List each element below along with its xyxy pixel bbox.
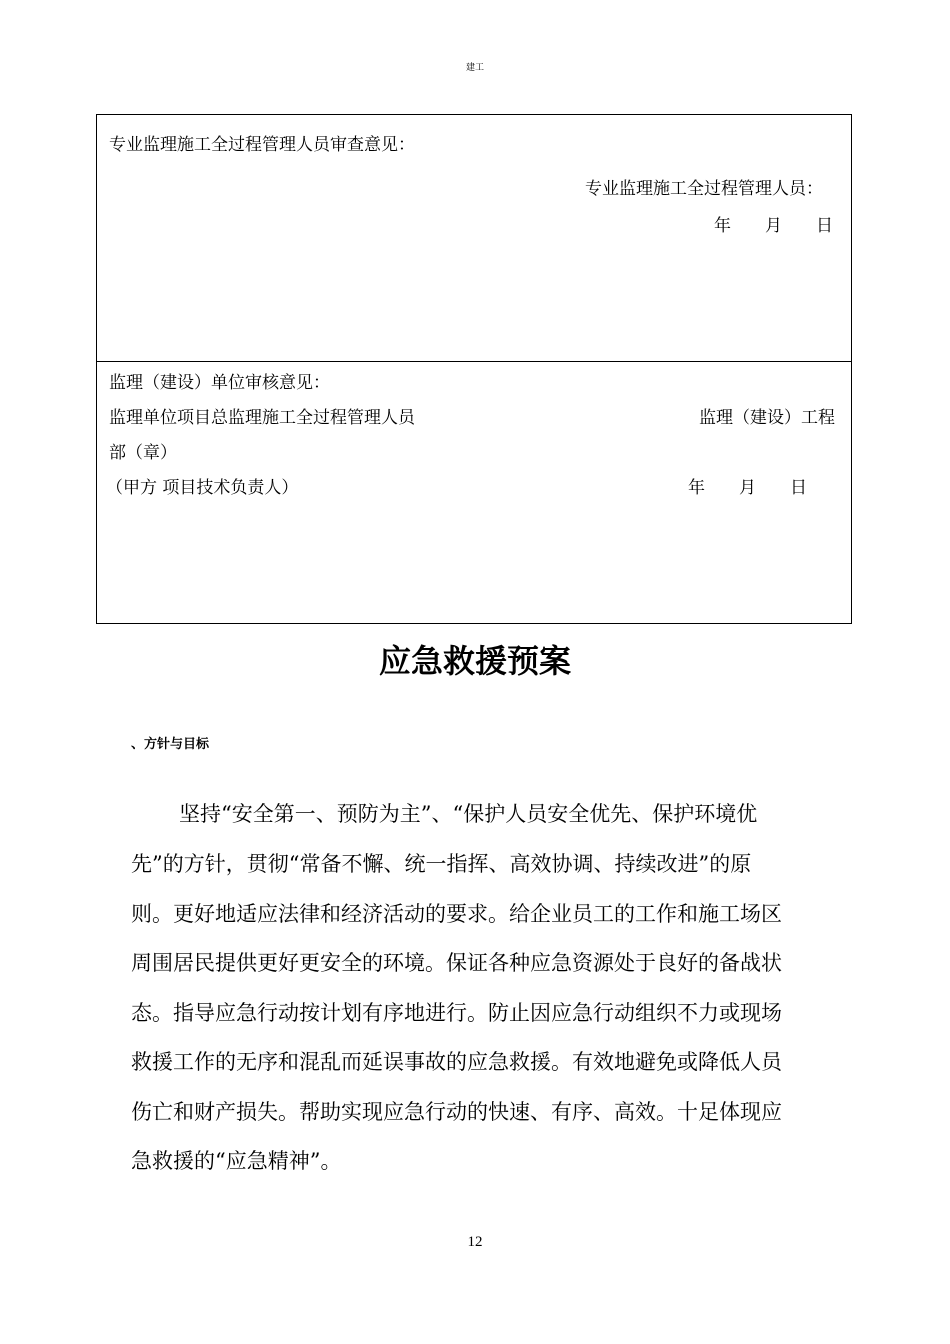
paragraph-line: 急救援的“应急精神”。: [131, 1149, 342, 1173]
specialist-review-cell: [97, 115, 851, 362]
chief-supervisor-label: 监理单位项目总监理施工全过程管理人员: [109, 408, 415, 428]
review-opinion-table: [96, 114, 852, 624]
paragraph-line: 救援工作的无序和混乱而延误事故的应急救援。有效地避免或降低人员: [131, 1050, 782, 1074]
page-number: 12: [467, 1234, 483, 1250]
document-title: 应急救援预案: [378, 642, 571, 680]
paragraph-line: 周围居民提供更好更安全的环境。保证各种应急资源处于良好的备战状: [131, 951, 782, 975]
paragraph-line: 则。更好地适应法律和经济活动的要求。给企业员工的工作和施工场区: [131, 902, 782, 926]
paragraph-line: 坚持“安全第一、预防为主”、“保护人员安全优先、保护环境优: [179, 802, 758, 826]
unit-review-label: 监理（建设）单位审核意见：: [109, 373, 330, 393]
engineering-dept-label: 监理（建设）工程: [699, 408, 835, 428]
page-header-mark: 建工: [465, 63, 484, 73]
unit-review-cell: [97, 362, 851, 623]
paragraph-line: 态。指导应急行动按计划有序地进行。防止因应急行动组织不力或现场: [131, 1001, 782, 1025]
specialist-signer-label: 专业监理施工全过程管理人员：: [585, 179, 823, 199]
specialist-date-label: 年 月 日: [714, 216, 833, 236]
client-tech-lead-label: （甲方 项目技术负责人）: [106, 478, 299, 498]
paragraph-line: 先”的方针，贯彻“常备不懈、统一指挥、高效协调、持续改进”的原: [131, 852, 752, 876]
specialist-review-label: 专业监理施工全过程管理人员审查意见：: [109, 135, 415, 155]
unit-date-label: 年 月 日: [688, 478, 807, 498]
section-heading: 、方针与目标: [131, 737, 210, 752]
paragraph-line: 伤亡和财产损失。帮助实现应急行动的快速、有序、高效。十足体现应: [131, 1100, 782, 1124]
dept-seal-label: 部（章）: [109, 443, 177, 463]
